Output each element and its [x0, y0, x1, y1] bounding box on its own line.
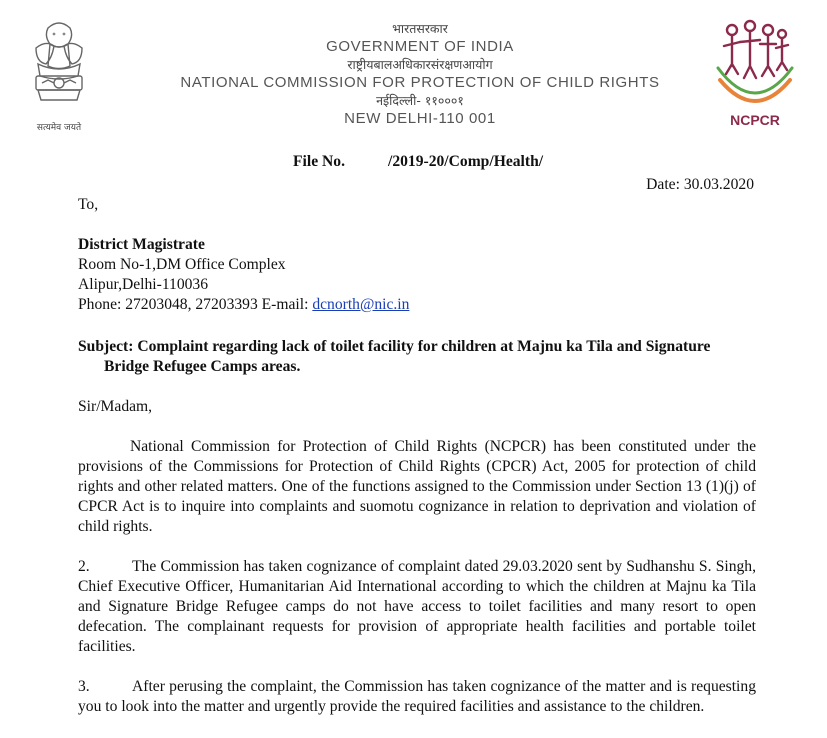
lion-capital-emblem-icon: [28, 18, 90, 118]
paragraph-2-text: The Commission has taken cognizance of complaint dated 29.03.2020 sent by Sudhanshu S. Singh, Chief Executive Officer, Humanitarian Aid International according to which the children at Majnu ka Tila and Signature Bridge Refugee camps do not have access to toilet facilities and many resort to open defecation. The complainant requests for provision of appropriate health facilities and portable toilet facilities.: [78, 558, 756, 655]
hindi-city-pin: नईदिल्ली- ११०००१: [376, 93, 464, 108]
recipient-title: District Magistrate: [78, 236, 205, 253]
city-pin: NEW DELHI-110 001: [344, 110, 496, 127]
recipient-address: [78, 235, 756, 315]
file-number-value: /2019-20/Comp/Health/: [388, 153, 544, 170]
paragraph-3-text: After perusing the complaint, the Commission has taken cognizance of the matter and is requesting you to look into the matter and urgently provide the required facilities and assistance to the children.: [78, 678, 756, 715]
paragraph-1-text: National Commission for Protection of Child Rights (NCPCR) has been constituted under the provisions of the Commissions for Protection of Child Rights (CPCR) Act, 2005 for protection of child rights and other related matters. One of the functions assigned to the Commission under Section 13 (1)(j) of CPCR Act is to inquire into complaints and suomotu cognizance in relation to deprivation and violation of child rights.: [78, 438, 756, 535]
paragraph-3-number: 3.: [78, 678, 90, 695]
phone-text: Phone: 27203048, 27203393 E-mail:: [78, 296, 313, 313]
salutation: Sir/Madam,: [78, 398, 153, 415]
email-link[interactable]: dcnorth@nic.in: [312, 296, 410, 313]
government-title: GOVERNMENT OF INDIA: [326, 38, 514, 55]
subject-line-1: Subject: Complaint regarding lack of toilet facility for children at Majnu ka Tila and Signature: [78, 338, 711, 355]
hindi-commission-title: राष्ट्रीयबालअधिकारसंरक्षणआयोग: [347, 57, 493, 72]
paragraph-2: [78, 557, 756, 657]
address-line-2: Alipur,Delhi-110036: [78, 276, 209, 293]
address-line-1: Room No-1,DM Office Complex: [78, 256, 286, 273]
file-number-label: File No.: [293, 153, 345, 170]
letter-body: [78, 152, 756, 717]
emblem-motto: सत्यमेव जयते: [36, 123, 82, 133]
paragraph-3: [78, 677, 756, 717]
contact-line: [78, 295, 756, 315]
subject: [78, 337, 756, 377]
file-number: [293, 152, 756, 172]
logo-wordmark: NCPCR: [730, 112, 780, 128]
letter-date: Date: 30.03.2020: [646, 176, 754, 193]
commission-title: NATIONAL COMMISSION FOR PROTECTION OF CHILD RIGHTS: [180, 74, 660, 91]
letterhead-titles: [150, 20, 690, 128]
hindi-government-title: भारतसरकार: [392, 21, 448, 36]
state-emblem: [28, 18, 90, 136]
paragraph-1: [78, 437, 756, 537]
paragraph-2-number: 2.: [78, 558, 90, 575]
ncpcr-logo: [712, 18, 798, 130]
ncpcr-figures-icon: [712, 18, 798, 110]
to-line: To,: [78, 196, 99, 213]
letterhead: [0, 0, 827, 140]
subject-line-2: Bridge Refugee Camps areas.: [104, 358, 301, 375]
